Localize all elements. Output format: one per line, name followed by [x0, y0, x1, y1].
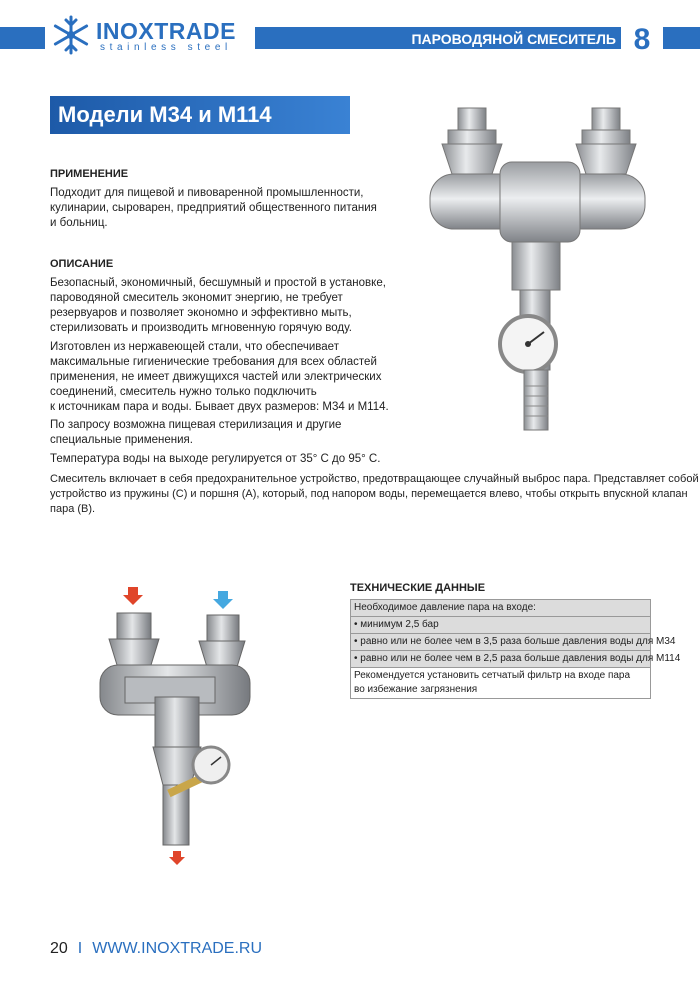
footer-url-link[interactable]: WWW.INOXTRADE.RU [92, 940, 263, 957]
application-text [50, 186, 377, 231]
text-line: пароводяной смеситель экономит энергию, не требует [50, 292, 343, 304]
mixer-product-image [420, 96, 660, 441]
description-para-4 [50, 452, 380, 467]
page-number: 20 [50, 940, 68, 957]
tech-row: • минимум 2,5 бар [351, 616, 650, 633]
section-title: ПАРОВОДЯНОЙ СМЕСИТЕЛЬ [411, 31, 616, 47]
text-line: специальные применения. [50, 434, 193, 446]
tech-heading: ТЕХНИЧЕСКИЕ ДАННЫЕ [350, 582, 486, 594]
text-line: Температура воды на выходе регулируется от 35° С до 95° С. [50, 453, 381, 465]
text-line: стерилизовать и производить мгновенную горячую воду. [50, 322, 352, 334]
text-line: соединений, смеситель нужно только подключить [50, 386, 317, 398]
section-number: 8 [633, 23, 651, 56]
text-line: Подходит для пищевой и пивоваренной промышленности, [50, 187, 364, 199]
brand-tagline: stainless steel [100, 42, 232, 53]
description-para-3 [50, 418, 341, 448]
text-line: Изготовлен из нержавеющей стали, что обеспечивает [50, 341, 339, 353]
text-line: резервуаров и позволяет экономно и эффективно мыть, [50, 307, 352, 319]
text-line: применения, не имеет движущихся частей или электрических [50, 371, 382, 383]
tech-note-line: во избежание загрязнения [354, 684, 478, 695]
brand-name: INOXTRADE [96, 18, 236, 44]
tech-note [351, 667, 650, 698]
text-line: кулинарии, сыроварен, предприятий общественного питания [50, 202, 377, 214]
mixer-cutaway-image [95, 585, 260, 867]
snowflake-logo-icon [50, 14, 92, 56]
tech-row: • равно или не более чем в 3,5 раза больше давления воды для М34 [351, 633, 650, 650]
description-para-5 [50, 472, 699, 517]
application-heading: ПРИМЕНЕНИЕ [50, 168, 129, 180]
page-title: Модели М34 и М114 [58, 102, 272, 127]
tech-row: • равно или не более чем в 2,5 раза больше давления воды для М114 [351, 650, 650, 667]
description-heading: ОПИСАНИЕ [50, 258, 114, 270]
text-line: По запросу возможна пищевая стерилизация и другие [50, 419, 342, 431]
text-line: пара (В). [50, 503, 96, 515]
cold-inlet-arrow-icon [213, 591, 233, 609]
text-line: Смеситель включает в себя предохранительное устройство, предотвращающее случайный выброс пара. Представляет собой [50, 473, 699, 485]
text-line: максимальные гигиенические требования для всех областей [50, 356, 377, 368]
tech-table [350, 599, 681, 699]
description-para-1 [50, 276, 386, 336]
tech-row: Необходимое давление пара на входе: [351, 600, 650, 616]
text-line: устройство из пружины (С) и поршня (А), который, под напором воды, перемещается влево, чтобы открыть впускной клапан [50, 488, 688, 500]
hot-inlet-arrow-icon [123, 587, 143, 605]
footer [50, 940, 262, 958]
outlet-arrow-icon [169, 851, 185, 865]
footer-separator: I [77, 940, 83, 957]
description-para-2 [50, 340, 389, 415]
tech-note-line: Рекомендуется установить сетчатый фильтр на входе пара [354, 670, 631, 681]
text-line: Безопасный, экономичный, бесшумный и простой в установке, [50, 277, 386, 289]
text-line: и больниц. [50, 217, 108, 229]
text-line: к источникам пара и воды. Бывает двух размеров: М34 и М114. [50, 401, 389, 413]
